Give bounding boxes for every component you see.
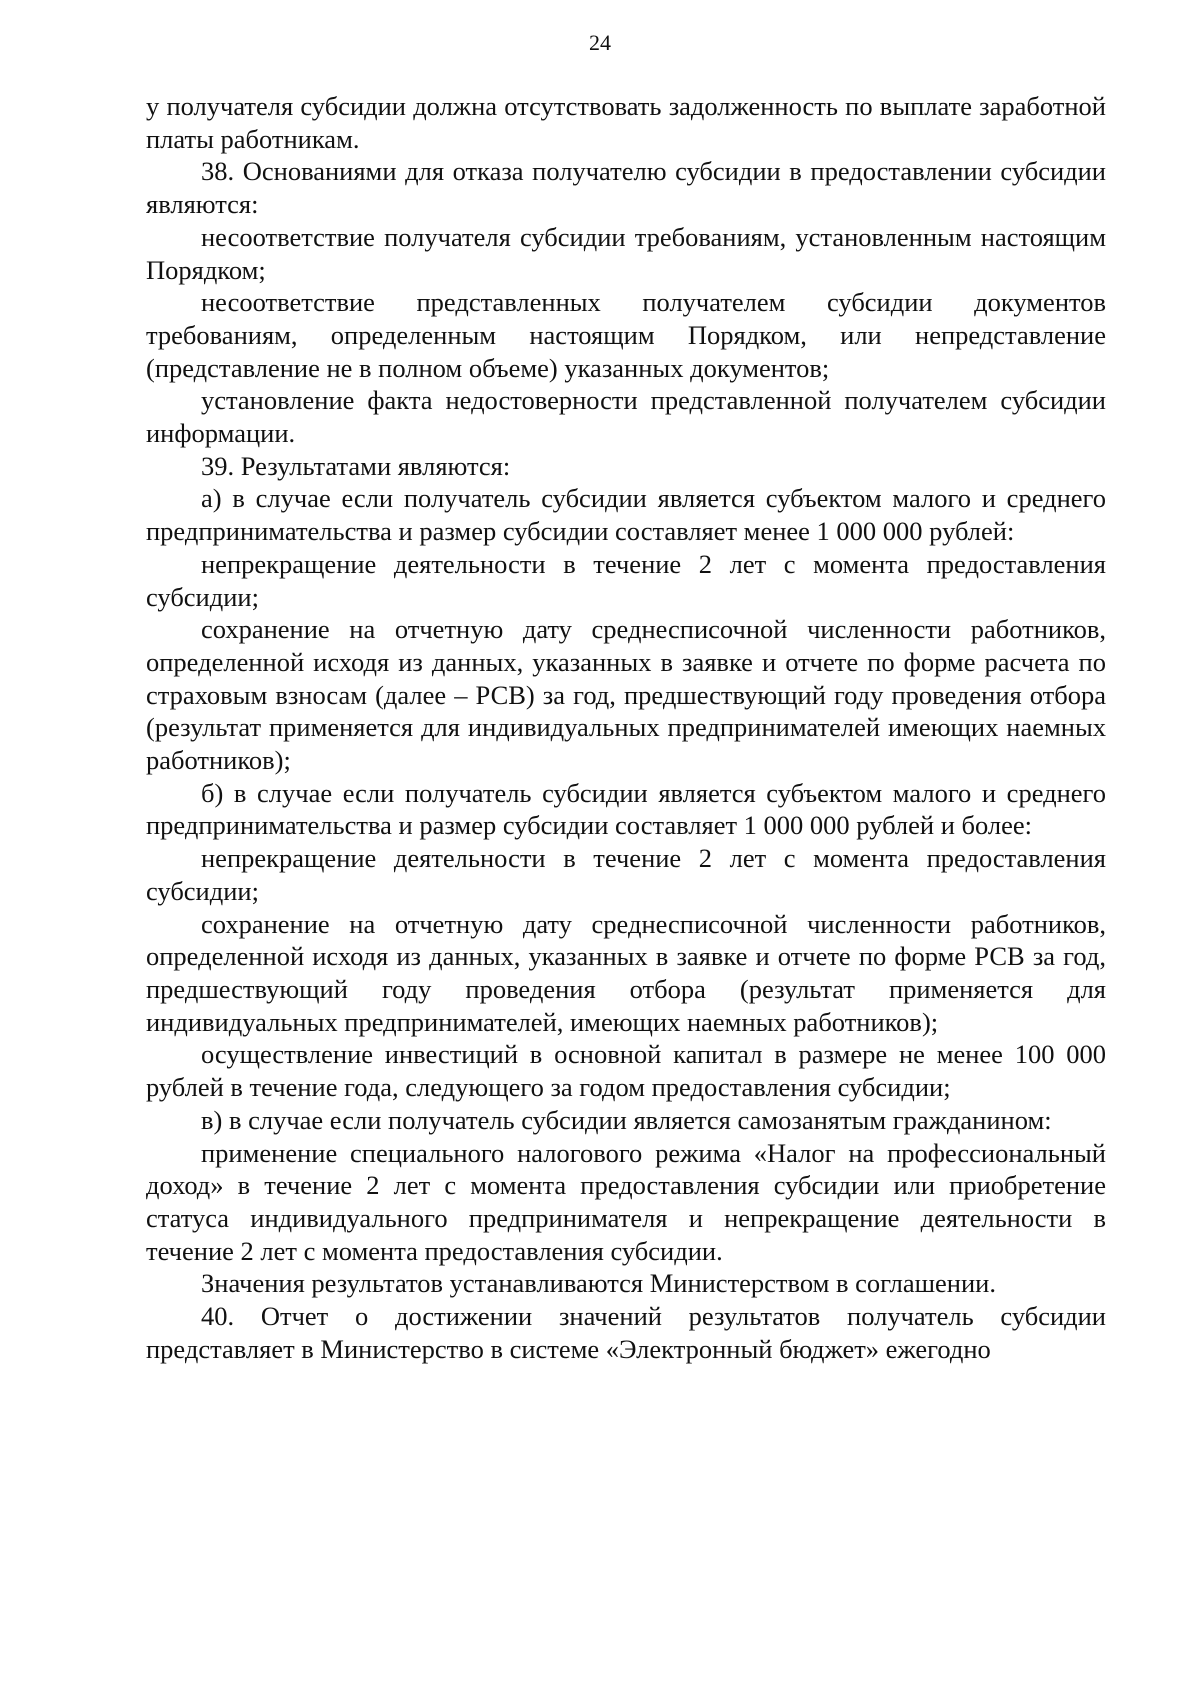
paragraph-39: 39. Результатами являются: — [201, 450, 511, 481]
paragraph-38-reason-2: несоответствие представленных получателем субсидии документов требованиям, определенным настоящим Порядком, или непредставление (представление не в полном объеме) указанных документов; — [146, 287, 1106, 383]
paragraph-39-a-result-2: сохранение на отчетную дату среднесписочной численности работников, определенной исходя из данных, указанных в заявке и отчете по форме расчета по страховым взносам (далее – РСВ) за год, предшествующий году проведения отбора (результат применяется для индивидуальных предпринимателей имеющих наемных работников); — [146, 614, 1106, 776]
document-body — [146, 90, 1106, 1365]
paragraph-39-b: б) в случае если получатель субсидии является субъектом малого и среднего предпринимательства и размер субсидии составляет 1 000 000 рублей и более: — [146, 777, 1106, 841]
paragraph-38-reason-1: несоответствие получателя субсидии требованиям, установленным настоящим Порядком; — [146, 221, 1106, 285]
paragraph-1: у получателя субсидии должна отсутствовать задолженность по выплате заработной платы работникам. — [146, 91, 1106, 154]
paragraph-39-a-result-1: непрекращение деятельности в течение 2 лет с момента предоставления субсидии; — [146, 548, 1106, 612]
paragraph-38-reason-3: установление факта недостоверности представленной получателем субсидии информации. — [146, 385, 1106, 449]
paragraph-40: 40. Отчет о достижении значений результатов получатель субсидии представляет в Министерство в системе «Электронный бюджет» ежегодно — [146, 1301, 1106, 1364]
page-number: 24 — [589, 30, 611, 55]
paragraph-39-v-result-1: применение специального налогового режима «Налог на профессиональный доход» в течение 2 лет с момента предоставления субсидии или приобретение статуса индивидуального предпринимателя и непрекращение деятельности в течение 2 лет с момента предоставления субсидии. — [146, 1137, 1106, 1266]
paragraph-39-b-result-3: осуществление инвестиций в основной капитал в размере не менее 100 000 рублей в течение года, следующего за годом предоставления субсидии; — [146, 1039, 1106, 1103]
paragraph-39-a: а) в случае если получатель субсидии является субъектом малого и среднего предпринимательства и размер субсидии составляет менее 1 000 000 рублей: — [146, 483, 1106, 547]
paragraph-39-v: в) в случае если получатель субсидии является самозанятым гражданином: — [201, 1104, 1052, 1135]
paragraph-results-values: Значения результатов устанавливаются Министерством в соглашении. — [201, 1268, 996, 1299]
paragraph-39-b-result-1: непрекращение деятельности в течение 2 лет с момента предоставления субсидии; — [146, 843, 1106, 906]
paragraph-38: 38. Основаниями для отказа получателю субсидии в предоставлении субсидии являются: — [146, 156, 1106, 220]
paragraph-39-b-result-2: сохранение на отчетную дату среднесписочной численности работников, определенной исходя из данных, указанных в заявке и отчете по форме РСВ за год, предшествующий году проведения отбора (результат применяется для индивидуальных предпринимателей, имеющих наемных работников); — [146, 908, 1106, 1037]
